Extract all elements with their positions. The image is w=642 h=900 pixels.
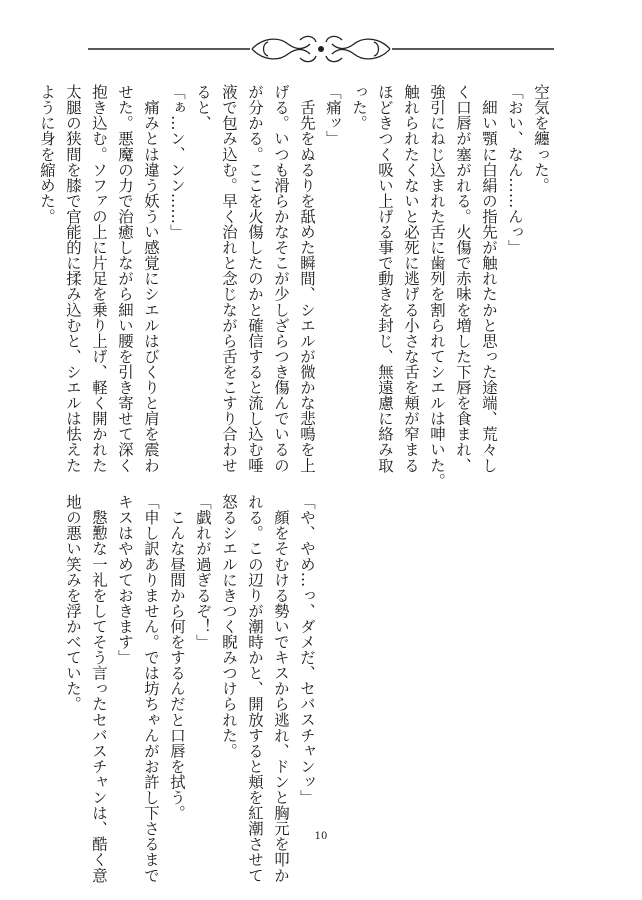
text-line: 地の悪い笑みを浮かべていた。: [64, 494, 82, 712]
text-line: 空気を纏った。: [532, 84, 550, 193]
text-line: キスはやめておきます」: [116, 494, 134, 666]
text-line: ると、: [194, 84, 212, 131]
text-line: 細い顎に白絹の指先が触れたかと思った途端、荒々し: [480, 84, 498, 473]
text-line: げる。いつも滑らかなそこが少しざらつき傷んでいるの: [272, 84, 290, 473]
decorative-header: [0, 20, 642, 76]
text-line: 顔をそむける勢いでキスから逃れ、ドンと胸元を叩か: [272, 494, 290, 883]
text-line: 痛みとは違う妖うい感覚にシエルはびくりと肩を震わ: [142, 84, 160, 473]
text-line: せた。悪魔の力で治癒しながら細い腰を引き寄せて深く: [116, 84, 134, 473]
ornament-divider-icon: [0, 20, 642, 76]
text-line: 「痛ッ」: [324, 84, 342, 147]
text-line: った。: [350, 84, 368, 131]
text-line: こんな昼間から何をするんだと口唇を拭う。: [168, 494, 186, 821]
text-line: ように身を縮めた。: [38, 84, 56, 224]
text-line: 触れられたくないと必死に逃げる小さな舌を頬が窄まる: [402, 84, 420, 473]
text-line: 慇懃な一礼をしてそう言ったセバスチャンは、酷く意: [90, 494, 108, 883]
text-line: 「戯れが過ぎるぞ！」: [194, 494, 212, 650]
text-block-bottom: [60, 494, 320, 883]
text-line: ほどきつく吸い上げる事で動きを封じ、無遠慮に絡み取: [376, 84, 394, 473]
text-line: 「おい、なん……んっ」: [506, 84, 524, 256]
text-line: 抱き込む。ソファの上に片足を乗り上げ、軽く開かれた: [90, 84, 108, 473]
text-line: れる。この辺りが潮時かと、開放すると頬を紅潮させて: [246, 494, 264, 883]
text-line: 「ぁ…ン、ンン……」: [168, 84, 186, 240]
text-line: が分かる。ここを火傷したのかと確信すると流し込む唾: [246, 84, 264, 473]
text-line: 舌先をぬるりを舐めた瞬間、シエルが微かな悲鳴を上: [298, 84, 316, 473]
text-line: 「や、やめ…っ、ダメだ、セバスチャンッ」: [298, 494, 316, 805]
text-block-top: [34, 84, 554, 489]
text-line: 「申し訳ありません。では坊ちゃんがお許し下さるまで: [142, 494, 160, 883]
text-line: 強引にねじ込まれた舌に歯列を割られてシエルは呻いた。: [428, 84, 446, 489]
text-line: 怒るシエルにきつく睨みつけられた。: [220, 494, 238, 759]
page-number: 10: [314, 831, 328, 842]
text-line: 液で包み込む。早く治れと念じながら舌をこすり合わせ: [220, 84, 238, 473]
text-line: く口唇が塞がれる。火傷で赤味を増した下唇を食まれ、: [454, 84, 472, 473]
text-line: 太腿の狭間を膝で官能的に揉み込むと、シエルは怯えた: [64, 84, 82, 473]
